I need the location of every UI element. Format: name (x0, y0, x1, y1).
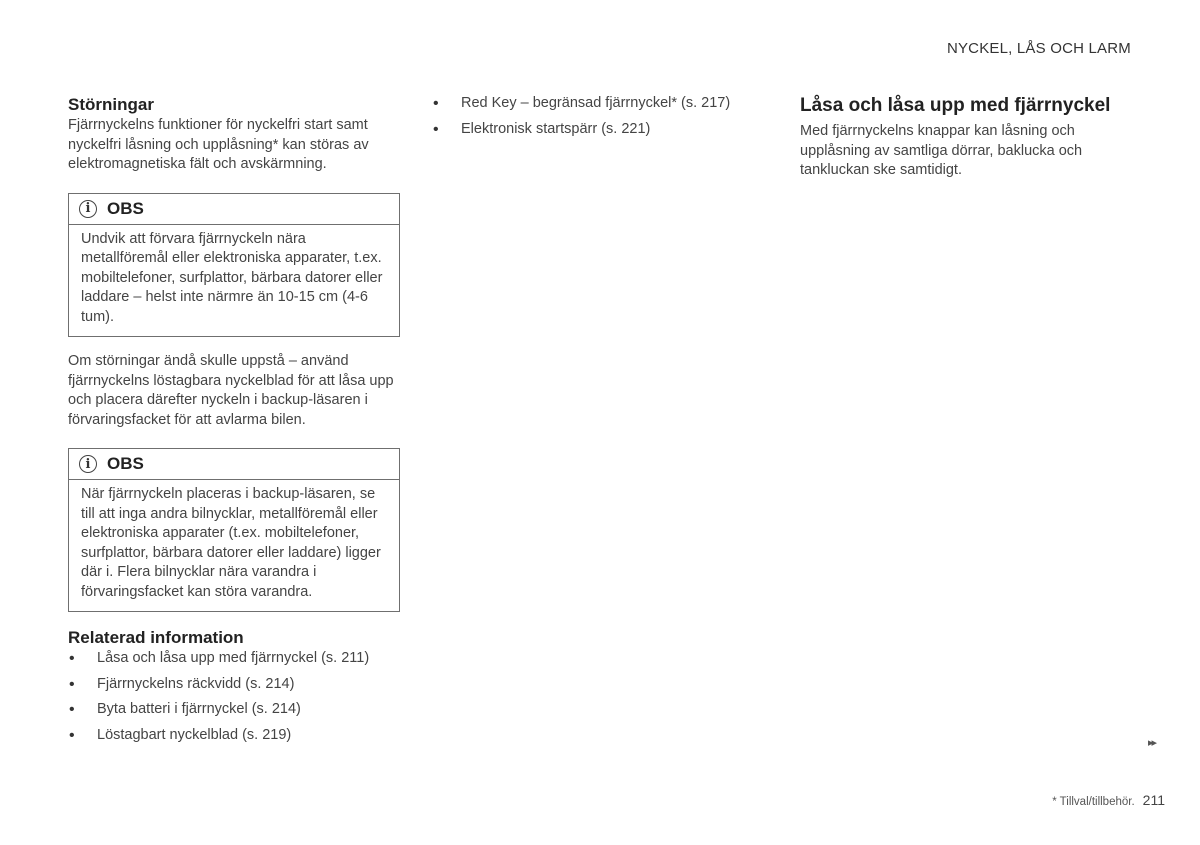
note-title: OBS (107, 454, 144, 473)
related-list (68, 649, 400, 745)
page-number: 211 (1142, 792, 1165, 808)
note-text: När fjärrnyckeln placeras i backup-läsaren, se till att inga andra bilnycklar, metallföremål eller elektroniska apparater (t.ex. mobiltelefoner, surfplattor, bärbara datorer eller laddare) ligger där i. Flera bilnycklar nära varandra i förvaringsfacket kan störa varandra. (81, 486, 381, 600)
related-list-continued (432, 94, 772, 139)
lock-unlock-paragraph: Med fjärrnyckelns knappar kan låsning och upplåsning av samtliga dörrar, baklucka och tankluckan ske samtidigt. (800, 123, 1083, 178)
note-box-2 (68, 448, 400, 612)
related-link[interactable]: • Byta batteri i fjärrnyckel (s. 214) (68, 700, 400, 720)
related-link[interactable]: • Låsa och låsa upp med fjärrnyckel (s. 211) (68, 649, 400, 669)
related-link[interactable]: • Fjärrnyckelns räckvidd (s. 214) (68, 675, 400, 695)
section-heading-lock-unlock: Låsa och låsa upp med fjärrnyckel (800, 95, 1111, 116)
note-header (69, 194, 399, 225)
note-body (69, 480, 399, 611)
note-text: Undvik att förvara fjärrnyckeln nära metallföremål eller elektroniska apparater, t.ex. mobiltelefoner, surfplattor, bärbara datorer eller laddare – helst inte närmre än 10-15 cm (4-6 tum). (81, 230, 383, 325)
note-header (69, 449, 399, 480)
section-heading-disturbances: Störningar (68, 95, 154, 114)
middle-paragraph: Om störningar ändå skulle uppstå – använd fjärrnyckelns löstagbara nyckelblad för att låsa upp och placera därefter nyckeln i backup-läsaren i förvaringsfacket för att avlarma bilen. (68, 353, 394, 428)
running-header: NYCKEL, LÅS OCH LARM (946, 40, 1131, 57)
footnote: * Tillval/tillbehör. (1052, 796, 1135, 808)
info-icon: i (79, 200, 97, 218)
note-body (69, 225, 399, 337)
left-column (68, 94, 400, 751)
page-footer (1052, 792, 1165, 808)
related-link[interactable]: • Löstagbart nyckelblad (s. 219) (68, 726, 400, 746)
right-column (800, 94, 1140, 181)
related-link[interactable]: • Red Key – begränsad fjärrnyckel* (s. 217) (432, 94, 772, 114)
related-info-heading: Relaterad information (68, 628, 244, 647)
intro-paragraph: Fjärrnyckelns funktioner för nyckelfri start samt nyckelfri låsning och upplåsning* kan störas av elektromagnetiska fält och avskärmning. (68, 117, 369, 172)
note-title: OBS (107, 198, 144, 218)
note-box-1 (68, 193, 400, 338)
related-link[interactable]: • Elektronisk startspärr (s. 221) (432, 120, 772, 140)
continue-arrows-icon: ▸▸ (1148, 737, 1156, 749)
info-icon: i (79, 455, 97, 473)
middle-column (432, 94, 772, 145)
